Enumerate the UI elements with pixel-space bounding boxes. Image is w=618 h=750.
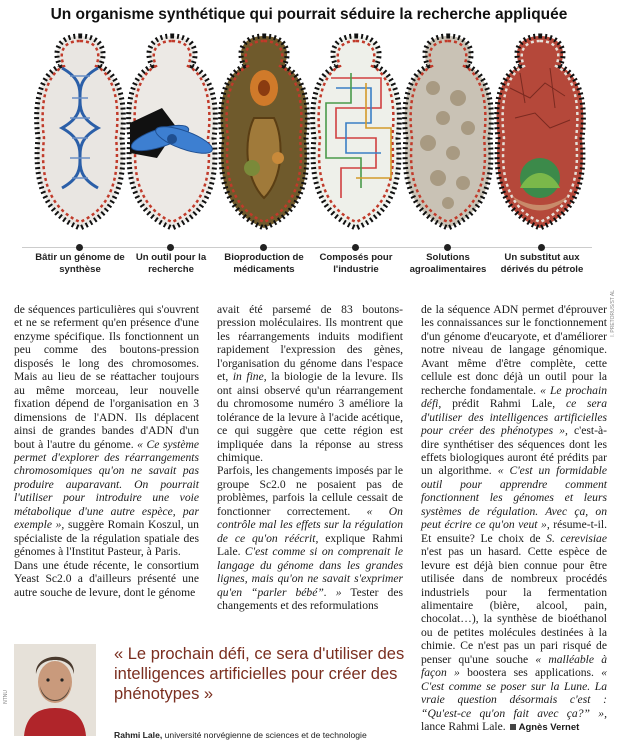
col1-paragraph-1: de séquences particulières qui s'ouvrent et ne se referment qu'en présence d'une enzyme spécifique. Ils fonctionnent un peu comme des boutons-pression disposés le long des chromosomes. Mais au lieu de se réattacher toujours au même morceau, leur nouvelle fixation dépend de l'organisation en 3 dimensions de l'ADN. Ils déplacent ainsi de grandes bandes d'ADN d'un bout à l'autre du génome. « Ce système permet d'explorer des réarrangements chromosomiques qu'on ne savait pas produire auparavant. On pourrait l'utiliser pour introduire une voie métabolique d'une autre espèce, par exemple », suggère Romain Koszul, un spécialiste de la régulation spatiale des génomes à l'Institut Pasteur, à Paris. — [14, 303, 199, 559]
cell-chromosome — [122, 28, 222, 243]
caption-6: Un substitut aux dérivés du pétrole — [492, 252, 592, 276]
caption-3: Bioproduction de médicaments — [214, 252, 314, 276]
yeast-cell-illustrations — [30, 28, 590, 243]
article-column-1 — [14, 303, 199, 599]
col2-paragraph-1: avait été parsemé de 83 boutons-pression moléculaires. Ils montrent que les réarrangements induits modifient rapidement l'expression des gènes, l'organisation du génome dans l'espace et, in fine, la biologie de la levure. Ils ont ainsi observé qu'un réarrangement du chromosome numéro 3 améliore la tolérance de la levure à l'acide acétique, ce qui suggère que cette région est impliquée dans la réponse au stress chimique. — [217, 303, 404, 464]
cell-industrial-compounds — [306, 28, 406, 243]
cell-agro-solutions — [398, 28, 498, 243]
col2-paragraph-2: Parfois, les changements imposés par le groupe Sc2.0 ne posaient pas de problèmes, parfois la cellule cessait de fonctionner correctement. « On contrôle mal les effets sur la régulation de ce qu'on réécrit, explique Rahmi Lale. C'est comme si on comprenait le langage du génome dans les grandes lignes, mais qu'on ne savait s'exprimer qu'en “parler bébé”. » Tester des changements et des reformulations — [217, 464, 403, 612]
col1-paragraph-2: Dans une étude récente, le consortium Yeast Sc2.0 a d'ailleurs présenté une autre souche de levure, dont le génome — [14, 558, 199, 599]
cell-dna-helix — [30, 28, 130, 243]
cell-petroleum-substitute — [490, 28, 590, 243]
author-photo — [14, 644, 96, 736]
photo-credit-left: NTNU — [3, 690, 9, 704]
article-column-3 — [421, 303, 607, 735]
hero-title: Un organisme synthétique qui pourrait séduire la recherche appliquée — [50, 6, 568, 23]
caption-5: Solutions agroalimentaires — [398, 252, 498, 276]
end-mark — [510, 724, 516, 730]
photo-credit-right: I. PRETORUS/ST AL — [610, 290, 616, 337]
pullquote-author: Rahmi Lale, université norvégienne de sciences et de technologie — [114, 730, 367, 740]
caption-line — [22, 247, 592, 248]
caption-2: Un outil pour la recherche — [121, 252, 221, 276]
captions — [22, 252, 602, 292]
pullquote-text: « Le prochain défi, ce sera d'utiliser des intelligences artificielles pour créer des phénotypes » — [114, 645, 405, 703]
cell-bioproduction — [214, 28, 314, 243]
article-column-2 — [217, 303, 403, 612]
caption-1: Bâtir un génome de synthèse — [30, 252, 130, 276]
pullquote-box — [14, 644, 408, 746]
author-signoff: Agnès Vernet — [518, 722, 580, 734]
caption-4: Composés pour l'industrie — [306, 252, 406, 276]
col3-paragraph-1: de la séquence ADN permet d'éprouver les connaissances sur le fonctionnement d'un génome d'eucaryote, et d'améliorer notre niveau de langage génomique. Avant même d'être complète, cette cellule est donc déjà un outil pour la recherche fondamentale. « Le prochain défi, prédit Rahmi Lale, ce sera d'utiliser des intelligences artificielles pour créer des phénotypes », c'est-à-dire synthétiser des séquences dont les effets biologiques auront été prédits par un algorithme. « C'est un formidable outil pour apprendre comment fonctionnent les génomes et leurs systèmes de régulation. Avec ça, on peut écrire ce qu'on veut », résume-t-il. Et ensuite? Le choix de S. cerevisiae n'est pas un hasard. Cette espèce de levure est déjà bien connue pour être utilisée dans de nombreux procédés industriels pour la fermentation alimentaire (bière, alcool, pain, chocolat…), la synthèse de bioéthanol ou de petites molécules destinées à la chimie. Ce n'est pas un pari risqué de penser qu'une souche « malléable à façon » boostera ses applications. « C'est comme se poser sur la Lune. La vraie question désormais c'est : “Qu'est-ce qu'on fait avec ça?” », lance Rahmi Lale. Agnès Vernet — [421, 303, 608, 734]
